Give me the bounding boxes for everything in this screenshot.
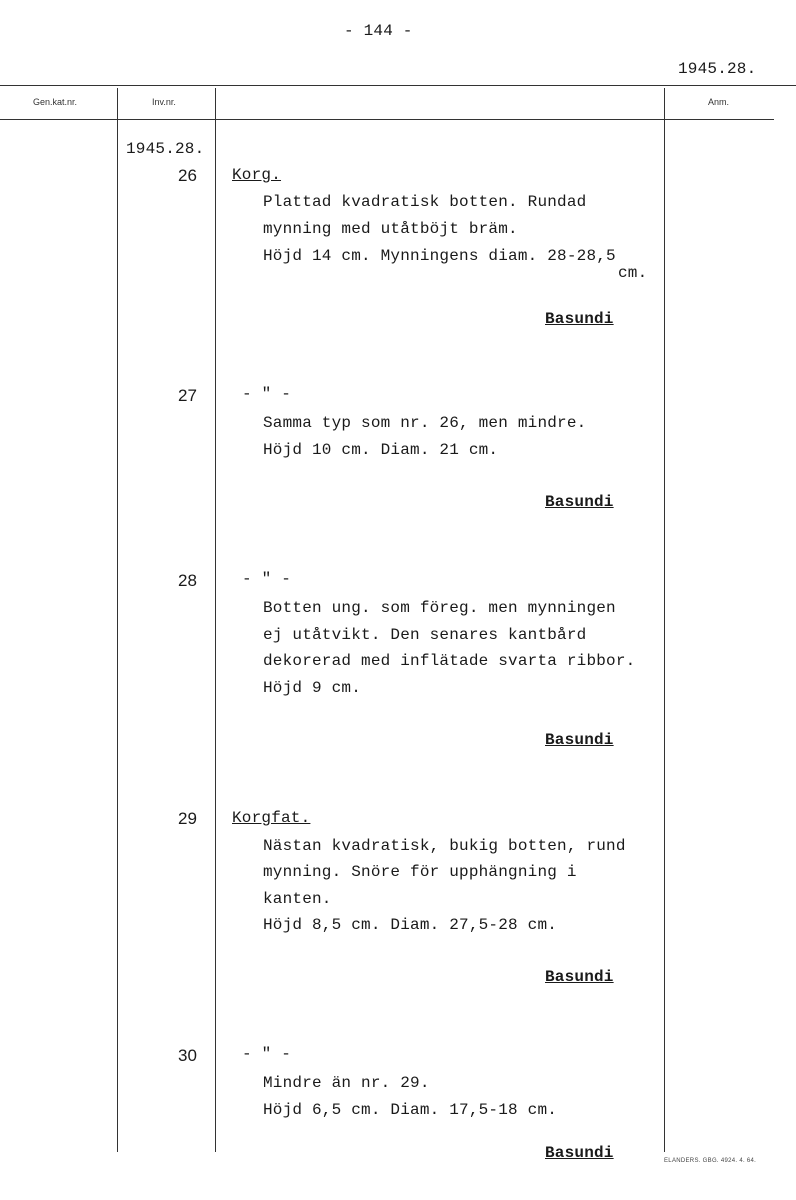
series-number: 1945.28. <box>126 140 205 158</box>
ditto-mark: - " - <box>242 1045 292 1063</box>
entry-line: mynning. Snöre för upphängning i <box>263 863 577 881</box>
entry-number: 27 <box>178 386 197 405</box>
column-header-anm: Anm. <box>708 97 730 107</box>
entry-number: 29 <box>178 809 197 828</box>
entry-number: 30 <box>178 1046 197 1065</box>
column-header-inv: Inv.nr. <box>152 97 176 107</box>
column-header-gen-kat: Gen.kat.nr. <box>33 97 78 107</box>
entry-title: Korgfat. <box>232 809 311 827</box>
column-divider-3 <box>664 88 665 1152</box>
entry-source: Basundi <box>545 310 614 328</box>
entry-source: Basundi <box>545 1144 614 1162</box>
entry-line: Höjd 9 cm. <box>263 679 362 697</box>
entry-line: kanten. <box>263 890 332 908</box>
entry-line: Samma typ som nr. 26, men mindre. <box>263 414 587 432</box>
entry-number: 28 <box>178 571 197 590</box>
entry-line: Höjd 14 cm. Mynningens diam. 28-28,5 <box>263 247 616 265</box>
entry-source: Basundi <box>545 968 614 986</box>
entry-line: Höjd 10 cm. Diam. 21 cm. <box>263 441 499 459</box>
entry-source: Basundi <box>545 731 614 749</box>
page-number: - 144 - <box>344 22 413 40</box>
entry-line: cm. <box>618 264 648 282</box>
entry-title: Korg. <box>232 166 282 184</box>
year-header: 1945.28. <box>678 60 757 78</box>
printer-mark: ELANDERS. GBG. 4924. 4. 64. <box>664 1158 757 1164</box>
entry-source: Basundi <box>545 493 614 511</box>
entry-number: 26 <box>178 166 197 185</box>
ditto-mark: - " - <box>242 385 292 403</box>
entry-line: mynning med utåtböjt bräm. <box>263 220 518 238</box>
entry-line: Höjd 8,5 cm. Diam. 27,5-28 cm. <box>263 916 558 934</box>
entry-line: Plattad kvadratisk botten. Rundad <box>263 193 587 211</box>
entry-line: Botten ung. som föreg. men mynningen <box>263 599 616 617</box>
entry-line: dekorerad med inflätade svarta ribbor. <box>263 652 636 670</box>
entry-line: ej utåtvikt. Den senares kantbård <box>263 626 587 644</box>
column-divider-1 <box>117 88 118 1152</box>
entry-line: Mindre än nr. 29. <box>263 1074 430 1092</box>
column-divider-2 <box>215 88 216 1152</box>
entry-line: Nästan kvadratisk, bukig botten, rund <box>263 837 626 855</box>
ditto-mark: - " - <box>242 570 292 588</box>
entry-line: Höjd 6,5 cm. Diam. 17,5-18 cm. <box>263 1101 558 1119</box>
header-top-rule <box>0 85 796 86</box>
